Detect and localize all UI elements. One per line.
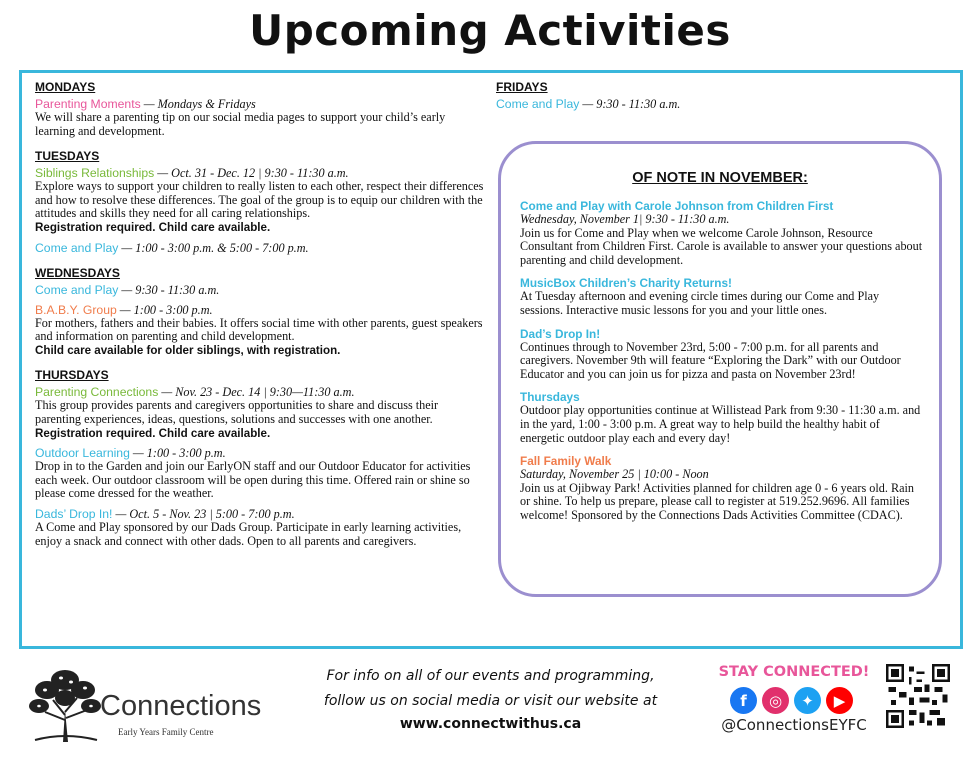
november-item bbox=[520, 454, 924, 522]
day-section-mondays bbox=[35, 80, 485, 138]
instagram-icon[interactable]: ◎ bbox=[762, 687, 789, 714]
social-handle: @ConnectionsEYFC bbox=[721, 716, 867, 734]
activity-when: — Mondays & Fridays bbox=[140, 97, 256, 111]
activity-name: Come and Play bbox=[35, 240, 119, 255]
activity-name: Come and Play bbox=[35, 282, 119, 297]
youtube-icon[interactable]: ▶ bbox=[826, 687, 853, 714]
november-item-when: Saturday, November 25 | 10:00 - Noon bbox=[520, 467, 709, 482]
november-item-name: MusicBox Children’s Charity Returns! bbox=[520, 276, 732, 291]
website-link[interactable]: www.connectwithus.ca bbox=[399, 716, 582, 732]
activity-name: Parenting Moments bbox=[35, 97, 141, 111]
footer-info-line: For info on all of our events and programming, bbox=[326, 668, 655, 684]
activity-item bbox=[35, 385, 485, 440]
activity-header bbox=[35, 446, 485, 460]
activity-item bbox=[35, 166, 485, 234]
activity-header bbox=[35, 385, 485, 399]
activity-note: Registration required. Child care available. bbox=[35, 220, 271, 234]
november-item-name: Dad’s Drop In! bbox=[520, 326, 601, 341]
november-item bbox=[520, 390, 924, 445]
weekly-schedule bbox=[35, 80, 485, 559]
activity-item bbox=[35, 283, 485, 297]
november-item bbox=[520, 327, 924, 382]
activity-header bbox=[35, 303, 485, 317]
activity-header bbox=[35, 97, 485, 111]
day-heading-fridays: FRIDAYS bbox=[496, 80, 548, 94]
qr-code-icon[interactable] bbox=[886, 664, 950, 728]
activity-item bbox=[35, 303, 485, 358]
november-items bbox=[520, 199, 924, 532]
activity-item bbox=[35, 507, 485, 548]
day-heading-mondays: MONDAYS bbox=[35, 80, 96, 94]
day-section-tuesdays bbox=[35, 149, 485, 254]
activity-note: Child care available for older siblings, with registration. bbox=[35, 343, 341, 357]
day-heading-tuesdays: TUESDAYS bbox=[35, 149, 100, 164]
stay-connected-heading: STAY CONNECTED! bbox=[718, 664, 870, 680]
activity-description: For mothers, fathers and their babies. It offers social time with other parents, guest speakers and information on parenting and child development. bbox=[35, 315, 483, 344]
november-item-description: At Tuesday afternoon and evening circle times during our Come and Play sessions. Interactive music lessons for you and your little ones. bbox=[520, 289, 880, 317]
social-icons bbox=[730, 687, 855, 715]
november-item-name: Come and Play with Carole Johnson from Children First bbox=[520, 199, 834, 213]
activity-item bbox=[35, 241, 485, 255]
fridays-item bbox=[496, 97, 946, 111]
activity-name: B.A.B.Y. Group bbox=[35, 302, 117, 317]
activity-when: — Oct. 5 - Nov. 23 | 5:00 - 7:00 p.m. bbox=[112, 506, 295, 521]
activity-description: Explore ways to support your children to really listen to each other, respect their differences and how to resolve these differences. The goal of the group is to equip our children with the attitudes and skills they need for all caring relationships. bbox=[35, 179, 484, 221]
november-item bbox=[520, 276, 924, 317]
activity-header bbox=[35, 166, 485, 180]
activity-description: A Come and Play sponsored by our Dads Group. Participate in early learning activities, enjoy a snack and connect with other dads. Open to all parents and caregivers. bbox=[35, 519, 462, 548]
fridays-section bbox=[496, 80, 946, 111]
activity-when: — 1:00 - 3:00 p.m. bbox=[116, 302, 213, 317]
november-item-when: Wednesday, November 1| 9:30 - 11:30 a.m. bbox=[520, 212, 730, 226]
november-title: OF NOTE IN NOVEMBER: bbox=[632, 170, 808, 186]
november-item-name: Thursdays bbox=[520, 390, 580, 405]
activity-when: — Nov. 23 - Dec. 14 | 9:30—11:30 a.m. bbox=[158, 385, 355, 400]
day-section-thursdays bbox=[35, 368, 485, 548]
footer-info bbox=[318, 664, 663, 714]
activity-when: — 1:00 - 3:00 p.m. bbox=[129, 446, 226, 461]
november-item-description: Continues through to November 23rd, 5:00 - 7:00 p.m. for all parents and caregivers. November 9th will feature “Exploring the Dark” with our Outdoor Educator and you can join us for pizza and pasta on November 23rd! bbox=[520, 339, 901, 381]
activity-header bbox=[35, 241, 485, 255]
logo-subtitle: Early Years Family Centre bbox=[118, 727, 214, 737]
day-heading-wednesdays: WEDNESDAYS bbox=[35, 265, 120, 280]
november-item-name: Fall Family Walk bbox=[520, 454, 612, 469]
item-name: Come and Play bbox=[496, 97, 580, 111]
activity-when: — 1:00 - 3:00 p.m. & 5:00 - 7:00 p.m. bbox=[118, 240, 309, 255]
page-title: Upcoming Activities bbox=[249, 6, 731, 55]
activity-when: — 9:30 - 11:30 a.m. bbox=[118, 282, 220, 297]
activity-name: Parenting Connections bbox=[35, 385, 159, 400]
activity-name: Outdoor Learning bbox=[35, 446, 130, 461]
activity-description: We will share a parenting tip on our social media pages to support your child’s early learning and development. bbox=[35, 110, 446, 138]
activity-header bbox=[35, 507, 485, 521]
november-item-description: Join us for Come and Play when we welcome Carole Johnson, Resource Consultant from Children First. Carole is available to answer your questions about parenting and child development. bbox=[520, 225, 923, 267]
activity-description: This group provides parents and caregivers opportunities to share and discuss their parenting experiences, ideas, questions, solutions and successes with one another. bbox=[35, 398, 439, 426]
activity-item bbox=[35, 97, 485, 138]
activity-name: Siblings Relationships bbox=[35, 166, 155, 181]
activity-header bbox=[35, 283, 485, 297]
twitter-icon[interactable]: ✦ bbox=[794, 687, 821, 714]
november-item-description: Outdoor play opportunities continue at Willistead Park from 9:30 - 11:30 a.m. and in the yard, 1:00 - 3:00 p.m. A great way to help build the healthy habit of energetic outdoor play each and every day! bbox=[520, 403, 921, 445]
activity-when: — Oct. 31 - Dec. 12 | 9:30 - 11:30 a.m. bbox=[154, 166, 349, 181]
footer-info-line: follow us on social media or visit our website at bbox=[323, 693, 658, 709]
logo-name: Connections bbox=[100, 690, 262, 722]
item-when: — 9:30 - 11:30 a.m. bbox=[579, 97, 681, 111]
activity-description: Drop in to the Garden and join our EarlyON staff and our Outdoor Educator for activities each week. Our outdoor classroom will be open during this time. Offered rain or shine so please come dressed for the weather. bbox=[35, 459, 471, 501]
day-section-wednesdays bbox=[35, 266, 485, 358]
november-item bbox=[520, 199, 924, 267]
day-heading-thursdays: THURSDAYS bbox=[35, 368, 109, 383]
facebook-icon[interactable]: f bbox=[730, 687, 757, 714]
activity-name: Dads’ Drop In! bbox=[35, 506, 113, 521]
activity-note: Registration required. Child care available. bbox=[35, 426, 271, 440]
activity-item bbox=[35, 446, 485, 501]
november-item-description: Join us at Ojibway Park! Activities planned for children age 0 - 6 years old. Rain or shine. To help us prepare, please call to register at 519.252.9696. All families welcome! Sponsored by the Connections Dads Activities Committee (CDAC). bbox=[520, 480, 914, 522]
tree-logo-icon bbox=[25, 660, 105, 742]
